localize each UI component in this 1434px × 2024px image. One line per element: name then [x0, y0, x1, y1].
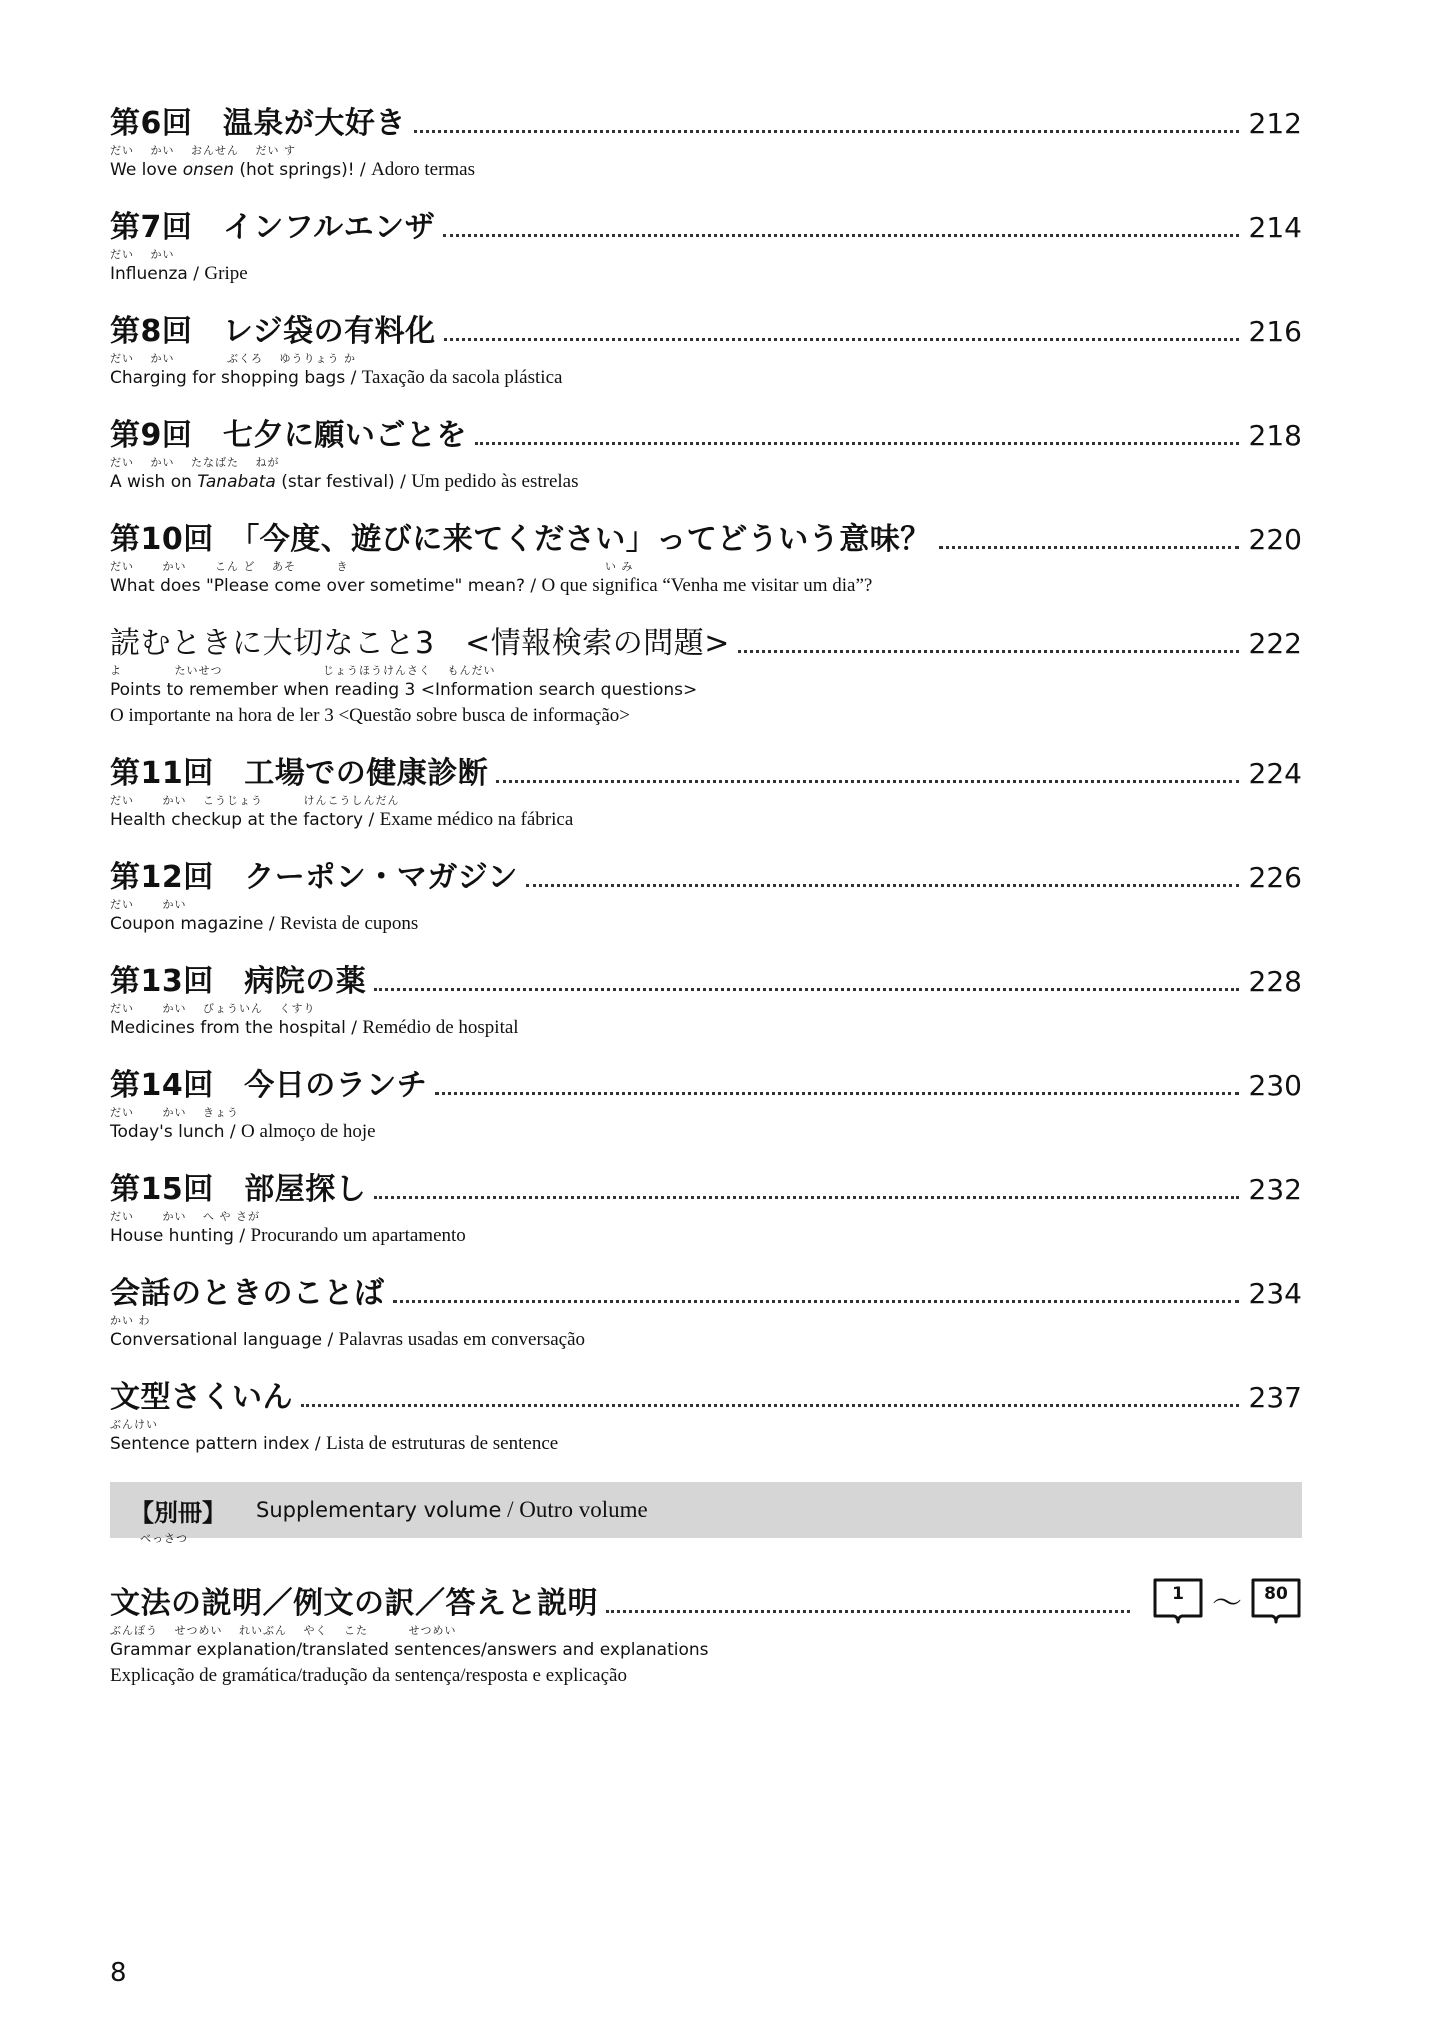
toc-title: 第13回 病院の薬: [110, 964, 367, 999]
toc-subtitle-pt: Revista de cupons: [280, 913, 419, 934]
toc-entry[interactable]: [110, 204, 1302, 287]
range-start: 1: [1172, 1584, 1184, 1604]
toc-subtitle-en-emphasis: Tanabata: [197, 472, 276, 492]
toc-title: 会話のときのことば: [110, 1276, 385, 1311]
toc-ruby: かい わ: [110, 1314, 151, 1327]
toc-title-row: [110, 100, 1302, 144]
toc-subtitle-pt: Adoro termas: [371, 159, 476, 180]
toc-title: 文型さくいん: [110, 1380, 293, 1415]
dot-leader: [374, 988, 1238, 991]
toc-ruby: よ たいせつ じょうほうけんさく もんだい: [110, 664, 496, 677]
dot-leader: [606, 1610, 1130, 1613]
toc-subtitle-pt: Taxação da sacola plástica: [361, 367, 563, 388]
toc-page-number[interactable]: 216: [1248, 315, 1302, 348]
grammar-en: [110, 1637, 1302, 1663]
supplement-banner: [110, 1482, 1302, 1538]
toc-ruby: だい かい ぶくろ ゆうりょう か: [110, 352, 356, 365]
toc-subtitle: [110, 573, 1302, 599]
toc-title-row: [110, 854, 1302, 898]
toc-subtitle-en: [110, 576, 525, 596]
toc-subtitle-en-text: We love: [110, 160, 183, 180]
toc-ruby: だい かい こん ど あそ き い み: [110, 560, 634, 573]
toc-entry[interactable]: [110, 308, 1302, 391]
supplement-description: [256, 1497, 648, 1523]
toc-entry[interactable]: [110, 958, 1302, 1041]
toc-subtitle-en: [110, 1122, 225, 1142]
toc-title: 第14回 今日のランチ: [110, 1068, 428, 1103]
toc-subtitle-en-text: Conversational language: [110, 1330, 323, 1350]
toc-subtitle-en-after: (hot springs)!: [234, 160, 355, 180]
supplement-title: 【別冊】: [130, 1498, 226, 1527]
toc-subtitle: [110, 469, 1302, 495]
range-end: 80: [1264, 1584, 1288, 1604]
toc-subtitle-en-text: Charging for shopping bags: [110, 368, 346, 388]
toc-page-number[interactable]: 212: [1248, 107, 1302, 140]
toc-ruby: だい かい へ や さが: [110, 1210, 260, 1223]
toc-title: 第6回 温泉が大好き: [110, 106, 406, 141]
dot-leader: [444, 338, 1239, 341]
supplement-pt: Outro volume: [519, 1497, 648, 1522]
toc-page-number[interactable]: 234: [1248, 1277, 1302, 1310]
toc-subtitle-pt: Remédio de hospital: [362, 1017, 519, 1038]
toc-title-row: [110, 1270, 1302, 1314]
toc-entry[interactable]: [110, 412, 1302, 495]
toc-subtitle-pt: Palavras usadas em conversação: [338, 1329, 586, 1350]
toc-page-number[interactable]: 230: [1248, 1069, 1302, 1102]
toc-subtitle-en-text: A wish on: [110, 472, 198, 492]
toc-page-number[interactable]: 224: [1248, 757, 1302, 790]
toc-ruby: だい かい おんせん だい す: [110, 144, 296, 157]
toc-subtitle-en: [110, 264, 188, 284]
dot-leader: [738, 650, 1239, 653]
toc-subtitle-pt: O que significa “Venha me visitar um dia”?: [541, 575, 873, 596]
toc-title: 読むときに大切なこと3 <情報検索の問題>: [110, 626, 730, 661]
toc-subtitle-en: [110, 1018, 346, 1038]
toc-entry[interactable]: [110, 516, 1302, 599]
page-range: [1152, 1576, 1302, 1624]
grammar-entry[interactable]: [110, 1580, 1302, 1688]
toc-title: 第8回 レジ袋の有料化: [110, 314, 436, 349]
toc-subtitle-separator: /: [525, 576, 542, 596]
dot-leader: [301, 1404, 1239, 1407]
toc-title: 第15回 部屋探し: [110, 1172, 367, 1207]
dot-leader: [374, 1196, 1238, 1199]
toc-subtitle-en: [110, 1330, 322, 1350]
toc-subtitle-pt: Procurando um apartamento: [250, 1225, 466, 1246]
toc-ruby: ぶんけい: [110, 1418, 158, 1431]
toc-title-row: [110, 516, 1302, 560]
toc-subtitle-separator: /: [363, 810, 380, 830]
toc-subtitle: [110, 911, 1302, 937]
toc-subtitle-separator: /: [224, 1122, 242, 1142]
toc-subtitle-en-after: (star festival): [275, 472, 395, 492]
toc-subtitle-separator: /: [309, 1434, 327, 1454]
toc-subtitle-en-text: Health checkup at the factory: [110, 810, 364, 830]
toc-ruby: だい かい びょういん くすり: [110, 1002, 316, 1015]
toc-subtitle-pt: Um pedido às estrelas: [411, 471, 579, 492]
toc-entry[interactable]: [110, 1166, 1302, 1249]
grammar-en-text: Grammar explanation/translated sentences/answers and explanations: [110, 1640, 709, 1660]
toc-subtitle-en: [110, 1434, 310, 1454]
toc-subtitle-separator: /: [187, 264, 205, 284]
toc-page-number[interactable]: 237: [1248, 1381, 1302, 1414]
toc-title: 第10回 「今度、遊びに来てください」ってどういう意味？: [110, 522, 931, 557]
toc-subtitle-en-emphasis: onsen: [182, 160, 234, 180]
toc-title: 第9回 七夕に願いごとを: [110, 418, 467, 453]
toc-title: 第7回 インフルエンザ: [110, 210, 436, 245]
toc-subtitle-separator: /: [322, 1330, 339, 1350]
toc-subtitle-en-text: Influenza: [110, 264, 188, 284]
dot-leader: [526, 884, 1239, 887]
toc-title-row: [110, 1062, 1302, 1106]
toc-entry[interactable]: [110, 620, 1302, 728]
toc-title-row: [110, 412, 1302, 456]
supplement-en: Supplementary volume: [256, 1498, 502, 1522]
toc-page-number[interactable]: 214: [1248, 211, 1302, 244]
toc-subtitle-pt: O almoço de hoje: [241, 1121, 376, 1142]
grammar-pt: Explicação de gramática/tradução da sentença/resposta e explicação: [110, 1665, 627, 1686]
toc-page-number[interactable]: 228: [1248, 965, 1302, 998]
toc-subtitle-en: [110, 1226, 234, 1246]
grammar-title-row: [110, 1580, 1302, 1624]
toc-subtitle-pt: Exame médico na fábrica: [379, 809, 574, 830]
toc-subtitle-en: [110, 680, 697, 700]
toc-ruby: だい かい: [110, 248, 175, 261]
toc-subtitle: [110, 1015, 1302, 1041]
toc-ruby: だい かい: [110, 898, 187, 911]
dot-leader: [435, 1092, 1238, 1095]
page-number: 8: [110, 1958, 127, 1988]
dot-leader: [393, 1300, 1239, 1303]
toc-title-row: [110, 750, 1302, 794]
toc-subtitle-separator: /: [394, 472, 412, 492]
toc-subtitle-en-text: What does "Please come over sometime" mean?: [110, 576, 525, 596]
toc-title-row: [110, 204, 1302, 248]
toc-subtitle: [110, 157, 1302, 183]
toc-subtitle-en: [110, 914, 263, 934]
toc-subtitle: [110, 807, 1302, 833]
toc-subtitle-pt: Gripe: [204, 263, 248, 284]
toc-subtitle-separator: /: [233, 1226, 251, 1246]
toc-subtitle-pt: O importante na hora de ler 3 <Questão sobre busca de informação>: [110, 705, 630, 726]
range-separator: 〜: [1212, 1586, 1242, 1621]
toc-subtitle-en: [110, 160, 355, 180]
toc-subtitle-en: [110, 810, 363, 830]
toc-title-row: [110, 1166, 1302, 1210]
toc-entry[interactable]: [110, 1374, 1302, 1457]
toc-title-row: [110, 620, 1302, 664]
toc-subtitle: [110, 365, 1302, 391]
dot-leader: [496, 780, 1238, 783]
toc-ruby: だい かい たなばた ねが: [110, 456, 280, 469]
toc-entry[interactable]: [110, 854, 1302, 937]
toc-page-number[interactable]: 232: [1248, 1173, 1302, 1206]
toc-title: 第11回 工場での健康診断: [110, 756, 489, 791]
toc-page-number[interactable]: 222: [1248, 627, 1302, 660]
toc-title-row: [110, 308, 1302, 352]
toc-subtitle: [110, 261, 1302, 287]
toc-page-number[interactable]: 218: [1248, 419, 1302, 452]
toc-entry[interactable]: [110, 100, 1302, 183]
toc-title: 第12回 クーポン・マガジン: [110, 860, 518, 895]
toc-subtitle: [110, 1119, 1302, 1145]
toc-subtitle-en-text: House hunting: [110, 1226, 234, 1246]
toc-subtitle: [110, 1223, 1302, 1249]
toc-subtitle-en-text: Today's lunch: [110, 1122, 225, 1142]
toc-title-row: [110, 958, 1302, 1002]
toc-subtitle-separator: /: [345, 368, 362, 388]
toc-entry[interactable]: [110, 1062, 1302, 1145]
toc-subtitle-en-text: Medicines from the hospital: [110, 1018, 346, 1038]
book-icon: [1250, 1576, 1302, 1624]
toc-title-row: [110, 1374, 1302, 1418]
toc-subtitle: [110, 1431, 1302, 1457]
toc-ruby: だい かい きょう: [110, 1106, 239, 1119]
toc-page-number[interactable]: 220: [1248, 523, 1302, 556]
grammar-ruby: ぶんぽう せつめい れいぶん やく こた せつめい: [110, 1624, 457, 1637]
toc-page-number[interactable]: 226: [1248, 861, 1302, 894]
dot-leader: [939, 546, 1239, 549]
toc-subtitle-en-text: Coupon magazine: [110, 914, 264, 934]
toc-entry[interactable]: [110, 750, 1302, 833]
dot-leader: [443, 234, 1238, 237]
toc-subtitle: [110, 1327, 1302, 1353]
toc-subtitle-en-text: Sentence pattern index: [110, 1434, 310, 1454]
toc-subtitle-separator: /: [354, 160, 372, 180]
toc-subtitle-separator: /: [345, 1018, 363, 1038]
toc-entry[interactable]: [110, 1270, 1302, 1353]
supplement-sep: /: [501, 1497, 520, 1522]
dot-leader: [414, 130, 1239, 133]
dot-leader: [475, 442, 1239, 445]
toc-subtitle-separator: /: [263, 914, 281, 934]
book-icon: [1152, 1576, 1204, 1624]
toc-subtitle-en: [110, 472, 395, 492]
grammar-title: 文法の説明／例文の訳／答えと説明: [110, 1586, 598, 1621]
toc-subtitle-pt: Lista de estruturas de sentence: [326, 1433, 559, 1454]
supplement-ruby: べっさつ: [140, 1532, 188, 1545]
toc-subtitle: [110, 677, 1302, 703]
toc-subtitle-en-text: Points to remember when reading 3 <Information search questions>: [110, 680, 698, 700]
toc-subtitle-en: [110, 368, 345, 388]
toc-ruby: だい かい こうじょう けんこうしんだん: [110, 794, 400, 807]
